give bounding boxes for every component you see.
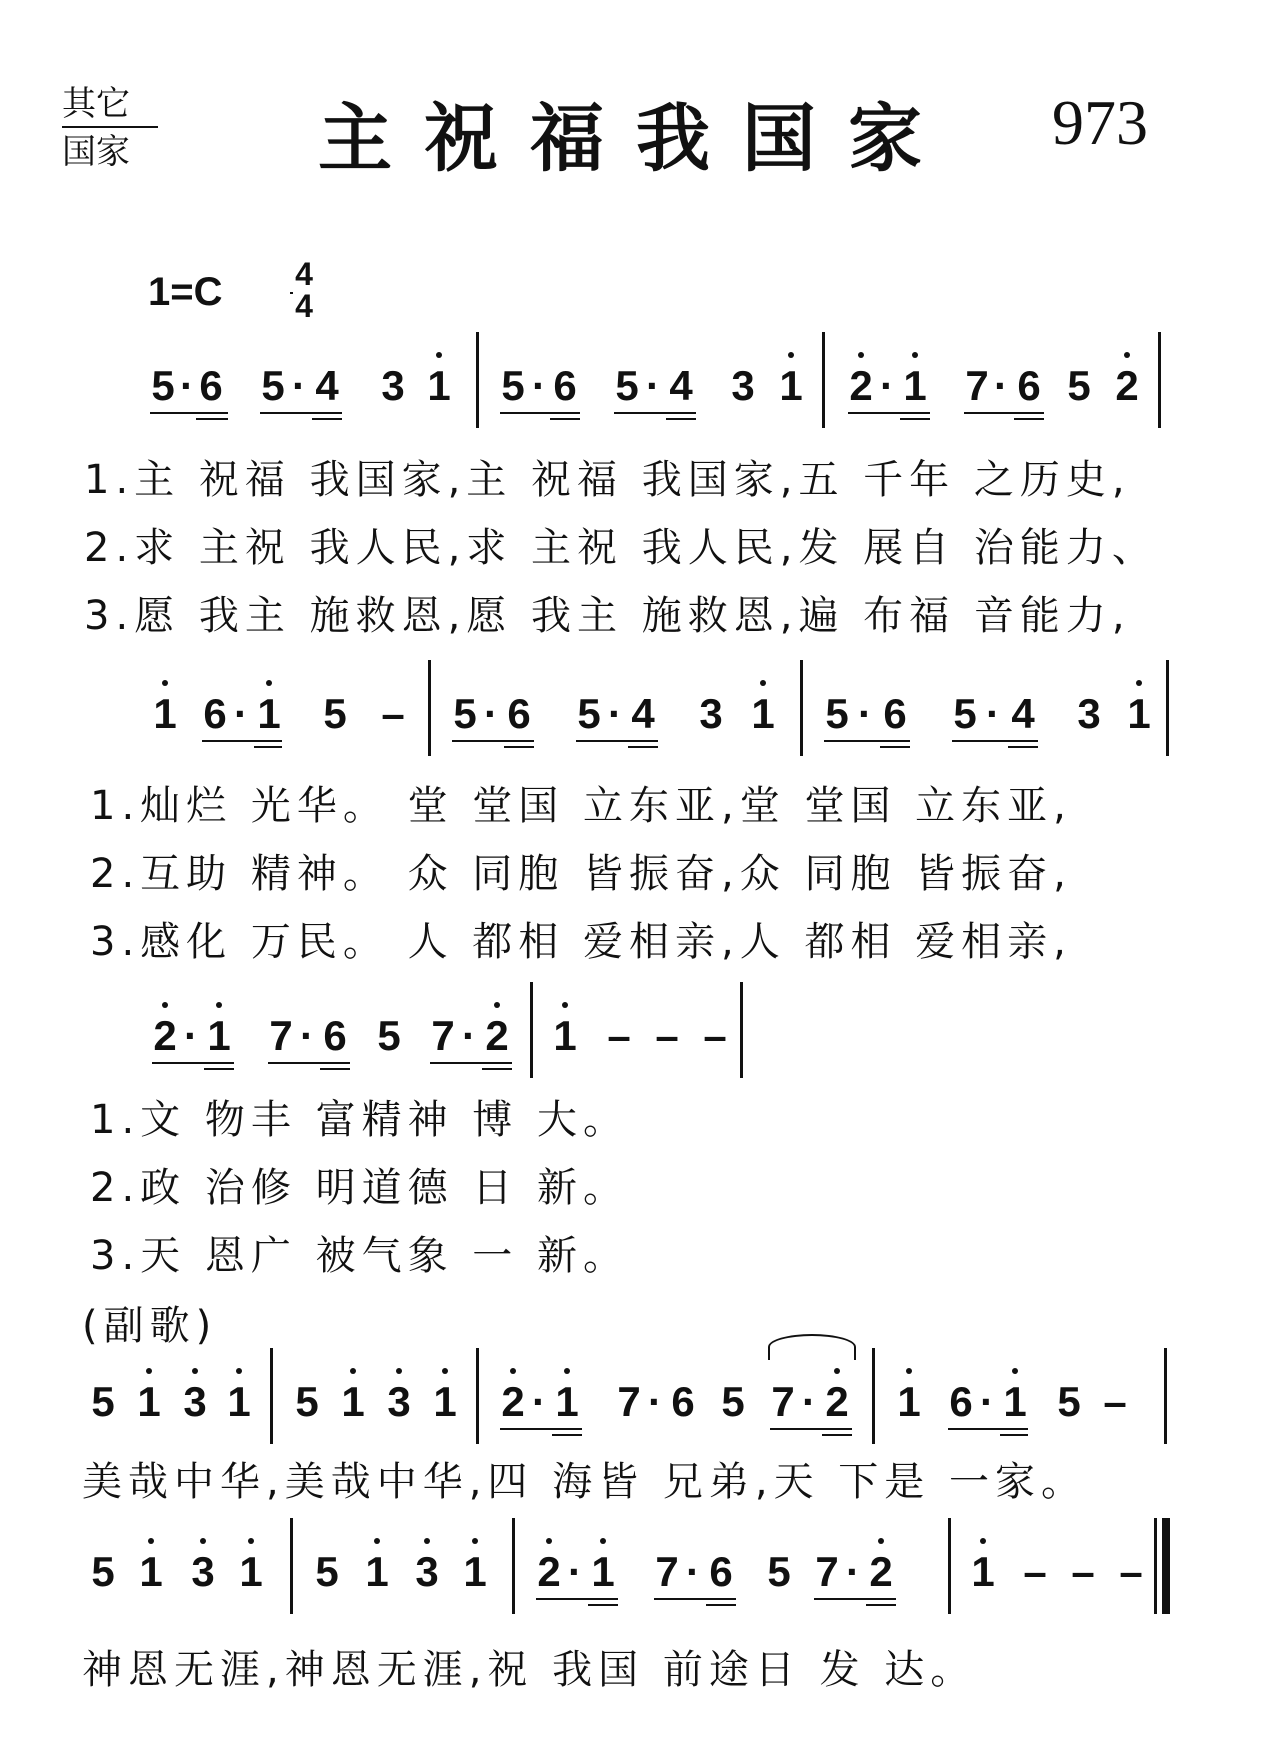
bar-line bbox=[872, 1348, 875, 1444]
octave-dot bbox=[146, 1368, 152, 1374]
bar-line bbox=[1164, 1348, 1167, 1444]
octave-dot bbox=[162, 1002, 168, 1008]
beam-underline bbox=[848, 412, 930, 414]
beam-underline bbox=[1000, 1434, 1028, 1436]
note-glyph: · bbox=[532, 1378, 546, 1425]
beam-underline bbox=[150, 412, 228, 414]
note-glyph: 4 bbox=[315, 362, 339, 409]
beam-underline bbox=[312, 418, 342, 420]
octave-dot bbox=[148, 1538, 154, 1544]
beam-underline bbox=[1008, 746, 1038, 748]
note-glyph: 5 bbox=[295, 1378, 319, 1425]
note-glyph: 7 bbox=[655, 1548, 679, 1595]
note-glyph: · bbox=[646, 362, 660, 409]
beam-underline bbox=[706, 1604, 736, 1606]
note-glyph: 5 bbox=[315, 1548, 339, 1595]
refrain-label: (副歌) bbox=[82, 1303, 218, 1349]
note-glyph: 2 bbox=[498, 1378, 528, 1426]
note-glyph: 4 bbox=[669, 362, 693, 409]
note-glyph: – bbox=[607, 1012, 631, 1059]
note-glyph: 2 bbox=[866, 1548, 896, 1596]
note-glyph: · bbox=[846, 1548, 860, 1595]
octave-dot bbox=[600, 1538, 606, 1544]
note-glyph: 1 bbox=[1000, 1378, 1030, 1426]
octave-dot bbox=[906, 1368, 912, 1374]
note-glyph: 2 bbox=[150, 1012, 180, 1060]
note-glyph: – bbox=[703, 1012, 727, 1059]
bar-line bbox=[740, 982, 743, 1078]
note-glyph: · bbox=[184, 1012, 198, 1059]
note-glyph: 1 bbox=[150, 690, 180, 738]
octave-dot bbox=[236, 1368, 242, 1374]
note-glyph: 5 bbox=[767, 1548, 791, 1595]
note-glyph: 1 bbox=[748, 690, 778, 738]
hymn-number: 973 bbox=[1052, 87, 1148, 158]
note-glyph: – bbox=[1071, 1548, 1095, 1595]
bar-line bbox=[1166, 660, 1169, 756]
beam-underline bbox=[614, 412, 696, 414]
lyric-verse-3-line-2: 3.感化 万民。 人 都相 爱相亲,人 都相 爱相亲, bbox=[90, 919, 1072, 965]
note-glyph: 1 bbox=[776, 362, 806, 410]
note-glyph: 5 bbox=[453, 690, 477, 737]
note-glyph: – bbox=[381, 690, 405, 737]
note-glyph: · bbox=[648, 1378, 662, 1425]
octave-dot bbox=[374, 1538, 380, 1544]
note-glyph: 6 bbox=[949, 1378, 973, 1425]
note-glyph: · bbox=[986, 690, 1000, 737]
bar-line bbox=[476, 332, 479, 428]
note-glyph: 5 bbox=[261, 362, 285, 409]
note-glyph: 5 bbox=[577, 690, 601, 737]
beam-underline bbox=[552, 1434, 582, 1436]
octave-dot bbox=[834, 1368, 840, 1374]
beam-underline bbox=[900, 418, 930, 420]
note-glyph: · bbox=[880, 362, 894, 409]
note-glyph: 5 bbox=[323, 690, 347, 737]
category-label: 其它 bbox=[62, 84, 130, 124]
note-glyph: 6 bbox=[323, 1012, 347, 1059]
note-glyph: – bbox=[1119, 1548, 1143, 1595]
octave-dot bbox=[472, 1538, 478, 1544]
note-glyph: 3 bbox=[188, 1548, 218, 1596]
beam-underline bbox=[770, 1428, 852, 1430]
category-sublabel: 国家 bbox=[62, 132, 130, 172]
beam-underline bbox=[204, 1068, 234, 1070]
note-glyph: – bbox=[655, 1012, 679, 1059]
note-glyph: · bbox=[994, 362, 1008, 409]
note-glyph: – bbox=[1103, 1378, 1127, 1425]
note-glyph: · bbox=[532, 362, 546, 409]
note-glyph: 1 bbox=[894, 1378, 924, 1426]
note-glyph: 5 bbox=[91, 1548, 115, 1595]
note-glyph: 3 bbox=[699, 690, 723, 737]
beam-underline bbox=[500, 412, 580, 414]
octave-dot bbox=[546, 1538, 552, 1544]
note-glyph: 1 bbox=[424, 362, 454, 410]
octave-dot bbox=[192, 1368, 198, 1374]
note-glyph: 6 bbox=[199, 362, 223, 409]
beam-underline bbox=[260, 412, 342, 414]
beam-underline bbox=[814, 1598, 896, 1600]
bar-line bbox=[800, 660, 803, 756]
note-glyph: 7 bbox=[965, 362, 989, 409]
note-glyph: 1 bbox=[968, 1548, 998, 1596]
note-glyph: · bbox=[300, 1012, 314, 1059]
note-glyph: 3 bbox=[731, 362, 755, 409]
note-glyph: 6 bbox=[203, 690, 227, 737]
octave-dot bbox=[1012, 1368, 1018, 1374]
beam-underline bbox=[822, 1434, 852, 1436]
beam-underline bbox=[196, 418, 228, 420]
note-glyph: · bbox=[292, 362, 306, 409]
octave-dot bbox=[442, 1368, 448, 1374]
lyric-verse-1-line-3: 1.文 物丰 富精神 博 大。 bbox=[90, 1097, 630, 1143]
bar-line bbox=[270, 1348, 273, 1444]
note-glyph: 1 bbox=[550, 1012, 580, 1060]
note-glyph: · bbox=[608, 690, 622, 737]
beam-underline bbox=[550, 418, 580, 420]
bar-line bbox=[428, 660, 431, 756]
note-glyph: 2 bbox=[482, 1012, 512, 1060]
note-glyph: 1 bbox=[460, 1548, 490, 1596]
note-glyph: 7 bbox=[771, 1378, 795, 1425]
note-glyph: · bbox=[234, 690, 248, 737]
note-glyph: · bbox=[686, 1548, 700, 1595]
note-glyph: 1 bbox=[254, 690, 284, 738]
octave-dot bbox=[424, 1538, 430, 1544]
beam-underline bbox=[588, 1604, 618, 1606]
beam-underline bbox=[576, 740, 658, 742]
beam-underline bbox=[880, 746, 910, 748]
beam-underline bbox=[202, 740, 282, 742]
octave-dot bbox=[436, 352, 442, 358]
note-glyph: 5 bbox=[721, 1378, 745, 1425]
octave-dot bbox=[858, 352, 864, 358]
key-signature: 1=C bbox=[148, 270, 223, 314]
hymn-title: 主祝福我国家 bbox=[318, 96, 954, 182]
note-glyph: 1 bbox=[552, 1378, 582, 1426]
note-glyph: – bbox=[1023, 1548, 1047, 1595]
beam-underline bbox=[654, 1598, 736, 1600]
note-glyph: 5 bbox=[377, 1012, 401, 1059]
note-glyph: 1 bbox=[362, 1548, 392, 1596]
beam-underline bbox=[254, 746, 282, 748]
beam-underline bbox=[866, 1604, 896, 1606]
time-signature-line bbox=[290, 292, 293, 294]
beam-underline bbox=[1014, 418, 1044, 420]
bar-line bbox=[822, 332, 825, 428]
note-glyph: 3 bbox=[412, 1548, 442, 1596]
lyric-verse-3-line-3: 3.天 恩广 被气象 一 新。 bbox=[90, 1233, 630, 1279]
octave-dot bbox=[396, 1368, 402, 1374]
note-glyph: 1 bbox=[338, 1378, 368, 1426]
note-glyph: · bbox=[802, 1378, 816, 1425]
note-glyph: 7 bbox=[815, 1548, 839, 1595]
octave-dot bbox=[878, 1538, 884, 1544]
note-glyph: · bbox=[980, 1378, 994, 1425]
octave-dot bbox=[162, 680, 168, 686]
bar-line bbox=[530, 982, 533, 1078]
octave-dot bbox=[564, 1368, 570, 1374]
note-glyph: 1 bbox=[430, 1378, 460, 1426]
beam-underline bbox=[504, 746, 534, 748]
note-glyph: · bbox=[568, 1548, 582, 1595]
note-glyph: 5 bbox=[953, 690, 977, 737]
note-glyph: 2 bbox=[822, 1378, 852, 1426]
note-glyph: 2 bbox=[846, 362, 876, 410]
note-glyph: · bbox=[484, 690, 498, 737]
bar-line bbox=[476, 1348, 479, 1444]
time-signature bbox=[286, 258, 322, 322]
note-glyph: 3 bbox=[381, 362, 405, 409]
lyric-refrain-line-1: 美哉中华,美哉中华,四 海皆 兄弟,天 下是 一家。 bbox=[82, 1459, 1088, 1505]
beam-underline bbox=[152, 1062, 234, 1064]
category-divider bbox=[62, 126, 158, 128]
lyric-verse-1-line-2: 1.灿烂 光华。 堂 堂国 立东亚,堂 堂国 立东亚, bbox=[90, 783, 1072, 829]
note-glyph: 5 bbox=[615, 362, 639, 409]
note-glyph: 1 bbox=[588, 1548, 618, 1596]
tie-slur bbox=[768, 1334, 856, 1360]
note-glyph: 1 bbox=[204, 1012, 234, 1060]
note-glyph: · bbox=[180, 362, 194, 409]
lyric-refrain-line-2: 神恩无涯,神恩无涯,祝 我国 前途日 发 达。 bbox=[82, 1647, 977, 1693]
note-glyph: 5 bbox=[151, 362, 175, 409]
beam-underline bbox=[948, 1428, 1028, 1430]
note-glyph: 7 bbox=[617, 1378, 641, 1425]
octave-dot bbox=[562, 1002, 568, 1008]
beam-underline bbox=[952, 740, 1038, 742]
octave-dot bbox=[266, 680, 272, 686]
octave-dot bbox=[788, 352, 794, 358]
octave-dot bbox=[1124, 352, 1130, 358]
note-glyph: 1 bbox=[134, 1378, 164, 1426]
note-glyph: 3 bbox=[384, 1378, 414, 1426]
time-signature-bottom: 4 bbox=[295, 288, 313, 324]
note-glyph: 1 bbox=[1124, 690, 1154, 738]
bar-line bbox=[1154, 1518, 1157, 1614]
octave-dot bbox=[510, 1368, 516, 1374]
bar-line bbox=[512, 1518, 515, 1614]
note-glyph: 1 bbox=[224, 1378, 254, 1426]
note-glyph: 6 bbox=[709, 1548, 733, 1595]
bar-line bbox=[1158, 332, 1161, 428]
note-glyph: 4 bbox=[631, 690, 655, 737]
beam-underline bbox=[482, 1068, 512, 1070]
note-glyph: 7 bbox=[431, 1012, 455, 1059]
octave-dot bbox=[248, 1538, 254, 1544]
lyric-verse-2-line-1: 2.求 主祝 我人民,求 主祝 我人民,发 展自 治能力、 bbox=[84, 525, 1158, 571]
lyric-verse-3-line-1: 3.愿 我主 施救恩,愿 我主 施救恩,遍 布福 音能力, bbox=[84, 593, 1131, 639]
note-glyph: 6 bbox=[507, 690, 531, 737]
note-glyph: 3 bbox=[180, 1378, 210, 1426]
octave-dot bbox=[760, 680, 766, 686]
beam-underline bbox=[964, 412, 1044, 414]
note-glyph: 1 bbox=[900, 362, 930, 410]
beam-underline bbox=[320, 1068, 350, 1070]
beam-underline bbox=[824, 740, 910, 742]
octave-dot bbox=[1136, 680, 1142, 686]
beam-underline bbox=[500, 1428, 582, 1430]
note-glyph: 5 bbox=[825, 690, 849, 737]
note-glyph: 5 bbox=[1067, 362, 1091, 409]
note-glyph: 6 bbox=[1017, 362, 1041, 409]
octave-dot bbox=[494, 1002, 500, 1008]
octave-dot bbox=[216, 1002, 222, 1008]
note-glyph: 4 bbox=[1011, 690, 1035, 737]
note-glyph: 5 bbox=[91, 1378, 115, 1425]
time-signature-top: 4 bbox=[295, 256, 313, 292]
note-glyph: · bbox=[858, 690, 872, 737]
beam-underline bbox=[452, 740, 534, 742]
octave-dot bbox=[200, 1538, 206, 1544]
note-glyph: 7 bbox=[269, 1012, 293, 1059]
note-glyph: 2 bbox=[1112, 362, 1142, 410]
note-glyph: 2 bbox=[534, 1548, 564, 1596]
octave-dot bbox=[350, 1368, 356, 1374]
note-glyph: 5 bbox=[501, 362, 525, 409]
note-glyph: 5 bbox=[1057, 1378, 1081, 1425]
beam-underline bbox=[430, 1062, 512, 1064]
note-glyph: 6 bbox=[671, 1378, 695, 1425]
beam-underline bbox=[628, 746, 658, 748]
bar-line bbox=[948, 1518, 951, 1614]
beam-underline bbox=[268, 1062, 350, 1064]
note-glyph: 3 bbox=[1077, 690, 1101, 737]
lyric-verse-2-line-2: 2.互助 精神。 众 同胞 皆振奋,众 同胞 皆振奋, bbox=[90, 851, 1072, 897]
lyric-verse-2-line-3: 2.政 治修 明道德 日 新。 bbox=[90, 1165, 630, 1211]
final-bar-line bbox=[1162, 1518, 1170, 1614]
note-glyph: · bbox=[462, 1012, 476, 1059]
note-glyph: 1 bbox=[136, 1548, 166, 1596]
beam-underline bbox=[536, 1598, 618, 1600]
lyric-verse-1-line-1: 1.主 祝福 我国家,主 祝福 我国家,五 千年 之历史, bbox=[84, 457, 1131, 503]
note-glyph: 1 bbox=[236, 1548, 266, 1596]
note-glyph: 6 bbox=[883, 690, 907, 737]
note-glyph: 6 bbox=[553, 362, 577, 409]
octave-dot bbox=[912, 352, 918, 358]
bar-line bbox=[290, 1518, 293, 1614]
octave-dot bbox=[980, 1538, 986, 1544]
beam-underline bbox=[666, 418, 696, 420]
